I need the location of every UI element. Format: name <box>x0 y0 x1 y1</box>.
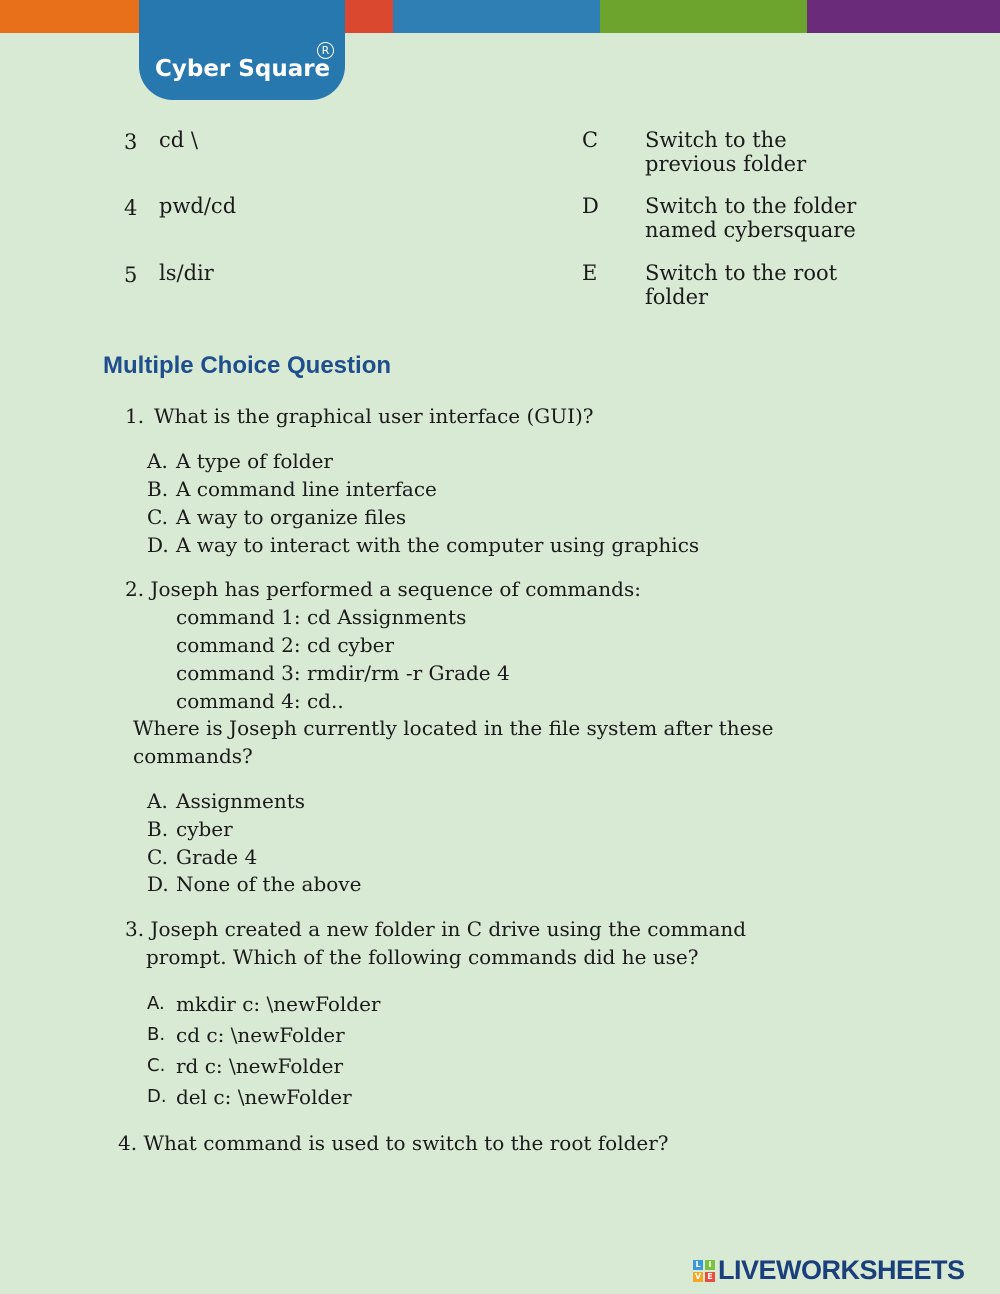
question-2-prompt: Where is Joseph currently located in the file system after these <box>133 716 774 740</box>
question-2-text: 2. Joseph has performed a sequence of commands: <box>125 577 641 601</box>
section-title: Multiple Choice Question <box>103 352 392 379</box>
match-letter: C <box>582 128 599 152</box>
option-text[interactable]: A command line interface <box>176 477 437 501</box>
logo-letter: I <box>705 1260 715 1270</box>
stripe-red <box>344 0 393 33</box>
option-label: B. <box>147 817 169 841</box>
option-text[interactable]: cd c: \newFolder <box>176 1023 345 1047</box>
option-text[interactable]: A way to organize files <box>176 505 407 529</box>
match-number: 4 <box>124 196 138 220</box>
match-number: 5 <box>124 263 138 287</box>
option-text[interactable]: mkdir c: \newFolder <box>176 992 381 1016</box>
liveworksheets-icon <box>693 1260 715 1282</box>
match-letter: E <box>582 261 598 285</box>
logo-text: Cyber Square <box>155 56 331 82</box>
match-command: cd \ <box>159 128 198 152</box>
question-2-prompt-cont: commands? <box>133 744 253 768</box>
match-number: 3 <box>124 130 138 154</box>
option-label: C. <box>147 845 168 869</box>
match-description: Switch to the previous folder <box>645 128 807 176</box>
command-line: command 2: cd cyber <box>176 633 395 657</box>
option-text[interactable]: rd c: \newFolder <box>176 1054 344 1078</box>
option-text[interactable]: None of the above <box>176 872 362 896</box>
question-3-text: 3. Joseph created a new folder in C drive using the command <box>125 917 747 941</box>
question-4-text: 4. What command is used to switch to the root folder? <box>118 1131 669 1155</box>
command-line: command 3: rmdir/rm -r Grade 4 <box>176 661 510 685</box>
liveworksheets-logo[interactable] <box>693 1255 965 1286</box>
question-1-text: What is the graphical user interface (GUI)? <box>154 404 594 428</box>
option-label: A. <box>147 449 168 473</box>
option-label: C. <box>147 1055 166 1076</box>
option-text[interactable]: del c: \newFolder <box>176 1085 352 1109</box>
option-text[interactable]: Grade 4 <box>176 845 258 869</box>
option-label: D. <box>147 872 169 896</box>
match-command: pwd/cd <box>159 194 237 218</box>
option-label: D. <box>147 1086 167 1107</box>
option-label: D. <box>147 533 169 557</box>
command-line: command 4: cd.. <box>176 689 344 713</box>
option-text[interactable]: A way to interact with the computer using graphics <box>176 533 700 557</box>
option-text[interactable]: Assignments <box>176 789 306 813</box>
logo-letter: L <box>693 1260 703 1270</box>
option-label: C. <box>147 505 168 529</box>
liveworksheets-text: LIVEWORKSHEETS <box>718 1255 965 1285</box>
stripe-purple <box>807 0 1000 33</box>
option-label: B. <box>147 1024 166 1045</box>
cyber-square-logo <box>139 0 345 100</box>
logo-letter: E <box>705 1272 715 1282</box>
match-letter: D <box>582 194 599 218</box>
match-command: ls/dir <box>159 261 214 285</box>
registered-icon: R <box>317 42 334 59</box>
option-label: B. <box>147 477 169 501</box>
question-3-text-cont: prompt. Which of the following commands did he use? <box>146 945 699 969</box>
logo-letter: V <box>694 1271 702 1281</box>
match-description: Switch to the root folder <box>645 261 838 309</box>
option-label: A. <box>147 993 165 1014</box>
stripe-teal <box>393 0 600 33</box>
question-1-number: 1. <box>125 404 145 428</box>
match-description: Switch to the folder named cybersquare <box>645 194 857 242</box>
option-text[interactable]: A type of folder <box>176 449 333 473</box>
command-line: command 1: cd Assignments <box>176 605 467 629</box>
stripe-orange <box>0 0 139 33</box>
option-text[interactable]: cyber <box>176 817 233 841</box>
stripe-green <box>600 0 807 33</box>
option-label: A. <box>147 789 168 813</box>
